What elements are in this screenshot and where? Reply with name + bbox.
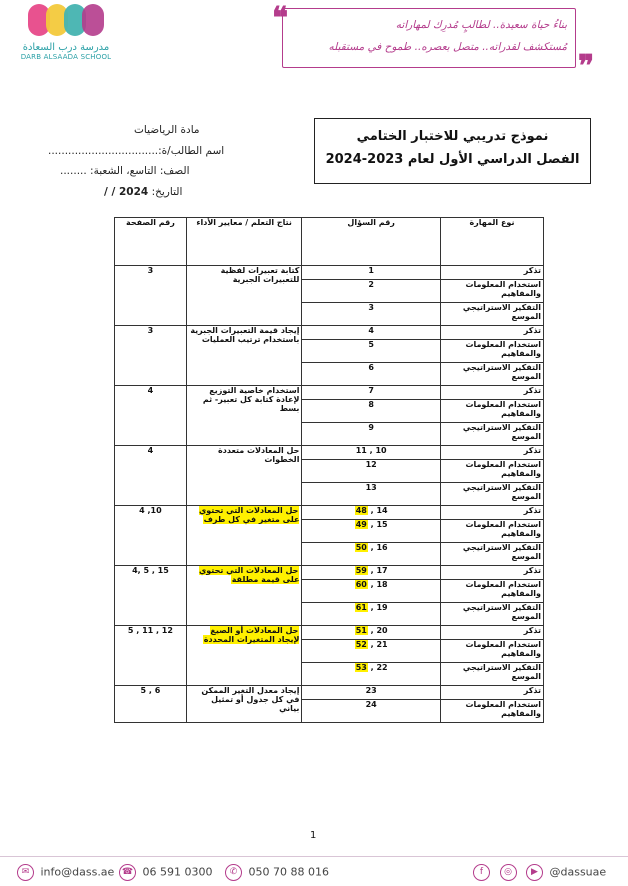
question-number: 12 (365, 460, 377, 469)
question-number-cell (302, 446, 440, 460)
question-number-cell (302, 400, 440, 423)
skill-type-cell: استخدام المعلومات والمفاهيم (440, 700, 543, 723)
question-number: 24 (365, 700, 377, 709)
highlighted-question-number: 50 (355, 543, 367, 552)
skill-type-cell: التفكير الاستراتيجي الموسع (440, 543, 543, 566)
question-number-cell (302, 700, 440, 723)
learning-outcome-text: إيجاد قيمة التعبيرات الجبرية باستخدام ترتيب العمليات (190, 326, 300, 344)
skill-type-cell: استخدام المعلومات والمفاهيم (440, 520, 543, 543)
skill-type-cell: تذكر (440, 686, 543, 700)
page-number-cell (115, 566, 187, 626)
learning-outcome-cell (186, 626, 302, 686)
skill-type-cell: استخدام المعلومات والمفاهيم (440, 460, 543, 483)
table-row (115, 626, 544, 640)
question-number-cell (302, 266, 440, 280)
question-number: 23 (365, 686, 377, 695)
table-row (115, 386, 544, 400)
learning-outcome-text: حل المعادلات التي تحتوي على متغير في كل طرف (198, 506, 300, 524)
page-reference: 3 (147, 326, 154, 335)
date-field (104, 186, 182, 198)
skill-type-cell: التفكير الاستراتيجي الموسع (440, 363, 543, 386)
youtube-icon[interactable]: ▶ (526, 864, 543, 881)
header-question-number: رقم السؤال (302, 218, 440, 266)
table-row (115, 446, 544, 460)
question-number: 15 , (370, 520, 388, 529)
question-number-cell (302, 686, 440, 700)
question-number-cell (302, 640, 440, 663)
learning-outcome-text: حل المعادلات متعددة الخطوات (218, 446, 300, 464)
skill-type-cell: استخدام المعلومات والمفاهيم (440, 280, 543, 303)
question-number: 21 , (370, 640, 388, 649)
page-number-cell (115, 266, 187, 326)
question-number-cell (302, 506, 440, 520)
question-number: 19 , (370, 603, 388, 612)
grade-field: الصف: التاسع، الشعبة: ........ (60, 165, 190, 177)
phone-icon: ☎ (119, 864, 136, 881)
learning-outcome-cell (186, 326, 302, 386)
learning-outcome-text: كتابة تعبيرات لفظية للتعبيرات الجبرية (220, 266, 300, 284)
page-number: 1 (310, 830, 317, 841)
page-reference: 4 (147, 386, 154, 395)
header-skill-type: نوع المهارة (440, 218, 543, 266)
question-number-cell (302, 520, 440, 543)
footer-divider (0, 856, 628, 857)
skill-type-cell: التفكير الاستراتيجي الموسع (440, 603, 543, 626)
footer-email-text: info@dass.ae (40, 865, 115, 879)
skill-type-cell: تذكر (440, 386, 543, 400)
question-number: 20 , (370, 626, 388, 635)
footer-social-handle: @dassuae (549, 865, 607, 879)
question-number: 9 (368, 423, 374, 432)
table-row (115, 566, 544, 580)
question-number: 1 (368, 266, 374, 275)
highlighted-question-number: 52 (355, 640, 367, 649)
question-number: 17 , (370, 566, 388, 575)
table-row (115, 506, 544, 520)
skill-type-cell: تذكر (440, 446, 543, 460)
page-reference: 4 (147, 446, 154, 455)
date-value: / / 2024 (104, 186, 149, 198)
question-number-cell (302, 340, 440, 363)
question-number-cell (302, 460, 440, 483)
table-body (115, 266, 544, 723)
learning-outcome-text: استخدام خاصية التوزيع لإعادة كتابة كل تعبير- ثم بسط (202, 386, 300, 413)
table-header-row (115, 218, 544, 266)
header-learning-outcome: نتاج التعلم / معايير الأداء (186, 218, 302, 266)
footer-social[interactable] (470, 864, 606, 881)
question-number: 18 , (370, 580, 388, 589)
question-number-cell (302, 386, 440, 400)
learning-outcome-text: حل المعادلات أو الصيغ لإيجاد المتغيرات المحددة (203, 626, 300, 644)
exam-term: الفصل الدراسي الأول لعام 2023-2024 (325, 152, 580, 167)
question-number-cell (302, 483, 440, 506)
question-number: 7 (368, 386, 374, 395)
logo-mark (16, 4, 116, 40)
question-number: 8 (368, 400, 374, 409)
question-number-cell (302, 543, 440, 566)
skill-type-cell: التفكير الاستراتيجي الموسع (440, 423, 543, 446)
question-number: 6 (368, 363, 374, 372)
skill-type-cell: استخدام المعلومات والمفاهيم (440, 400, 543, 423)
date-label: التاريخ: (151, 186, 183, 198)
mail-icon: ✉ (17, 864, 34, 881)
question-number-cell (302, 603, 440, 626)
learning-outcome-text: حل المعادلات التي تحتوي على قيمة مطلقة (198, 566, 300, 584)
motto-box (282, 8, 576, 68)
footer-phone-text: 06 591 0300 (142, 865, 213, 879)
question-number: 16 , (370, 543, 388, 552)
skill-type-cell: تذكر (440, 326, 543, 340)
table-row (115, 266, 544, 280)
open-quote-icon: ❝ (272, 1, 289, 36)
highlighted-question-number: 60 (355, 580, 367, 589)
question-number: 14 , (370, 506, 388, 515)
question-number: 10 , 11 (355, 446, 387, 455)
page-number-cell (115, 626, 187, 686)
close-quote-icon: ❞ (578, 49, 595, 84)
header-page-number: رقم الصفحة (115, 218, 187, 266)
table-row (115, 686, 544, 700)
highlighted-question-number: 53 (355, 663, 367, 672)
footer-phone[interactable] (116, 864, 212, 881)
skill-type-cell: التفكير الاستراتيجي الموسع (440, 303, 543, 326)
question-number-cell (302, 326, 440, 340)
question-number: 4 (368, 326, 374, 335)
skill-type-cell: تذكر (440, 506, 543, 520)
blueprint-table (114, 217, 544, 723)
footer-whatsapp[interactable] (222, 864, 329, 881)
page-number-cell (115, 686, 187, 723)
whatsapp-icon: ✆ (225, 864, 242, 881)
learning-outcome-cell (186, 506, 302, 566)
skill-type-cell: التفكير الاستراتيجي الموسع (440, 663, 543, 686)
learning-outcome-cell (186, 266, 302, 326)
logo-english-name: DARB ALSAADA SCHOOL (20, 53, 112, 61)
question-number: 3 (368, 303, 374, 312)
question-number: 5 (368, 340, 374, 349)
question-number: 13 (365, 483, 377, 492)
page-reference: 5 , 6 (140, 686, 161, 695)
footer-whatsapp-text: 050 70 88 016 (248, 865, 329, 879)
subject-label: مادة الرياضيات (134, 124, 200, 136)
learning-outcome-text: إيجاد معدل التغير الممكن في كل جدول أو تمثيل بياني (201, 686, 300, 713)
skill-type-cell: التفكير الاستراتيجي الموسع (440, 483, 543, 506)
question-number-cell (302, 423, 440, 446)
student-name-field: اسم الطالب/ة:................................. (48, 145, 225, 157)
learning-outcome-cell (186, 686, 302, 723)
question-number-cell (302, 663, 440, 686)
facebook-icon[interactable]: f (473, 864, 490, 881)
table-row (115, 326, 544, 340)
page-number-cell (115, 386, 187, 446)
skill-type-cell: استخدام المعلومات والمفاهيم (440, 640, 543, 663)
question-number-cell (302, 626, 440, 640)
exam-title: نموذج تدريبي للاختبار الختامي (356, 129, 549, 144)
page-number-cell (115, 326, 187, 386)
page-reference: 4 ,10 (139, 506, 162, 515)
page-reference: 5 , 11 , 12 (127, 626, 173, 635)
question-number-cell (302, 280, 440, 303)
school-logo (16, 4, 116, 78)
question-number-cell (302, 363, 440, 386)
learning-outcome-cell (186, 386, 302, 446)
question-number-cell (302, 566, 440, 580)
highlighted-question-number: 59 (355, 566, 367, 575)
motto-line-1: بناءُ حياة سعيدة.. لطالبٍ مُدرِك لمهاراته (395, 19, 567, 31)
highlighted-question-number: 48 (355, 506, 367, 515)
skill-type-cell: استخدام المعلومات والمفاهيم (440, 340, 543, 363)
question-number: 22 , (370, 663, 388, 672)
highlighted-question-number: 51 (355, 626, 367, 635)
skill-type-cell: تذكر (440, 626, 543, 640)
page-number-cell (115, 446, 187, 506)
question-number: 2 (368, 280, 374, 289)
skill-type-cell: استخدام المعلومات والمفاهيم (440, 580, 543, 603)
instagram-icon[interactable]: ◎ (500, 864, 517, 881)
learning-outcome-cell (186, 446, 302, 506)
skill-type-cell: تذكر (440, 566, 543, 580)
exam-title-box (314, 118, 591, 184)
question-number-cell (302, 580, 440, 603)
highlighted-question-number: 49 (355, 520, 367, 529)
question-number-cell (302, 303, 440, 326)
skill-type-cell: تذكر (440, 266, 543, 280)
page-reference: 3 (147, 266, 154, 275)
motto-line-2: مُستكشف لقدراته.. متصل بعصره.. طموح في مستقبله (328, 41, 567, 53)
learning-outcome-cell (186, 566, 302, 626)
page-number-cell (115, 506, 187, 566)
highlighted-question-number: 61 (355, 603, 367, 612)
footer-email[interactable] (14, 864, 114, 881)
logo-arabic-name: مدرسة درب السعادة (22, 42, 110, 53)
page-reference: 4, 5 , 15 (132, 566, 169, 575)
